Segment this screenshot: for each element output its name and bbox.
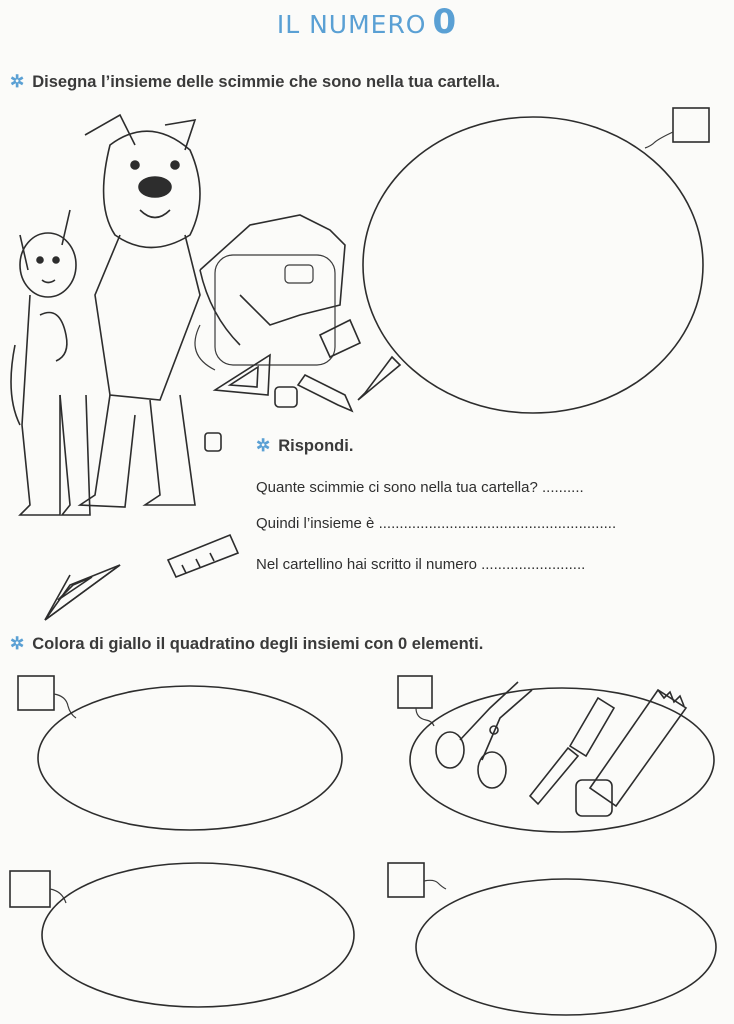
set-tools-top-right[interactable] (390, 668, 720, 838)
label-string (50, 889, 66, 903)
knife-icon (530, 698, 614, 804)
question-3 (256, 556, 585, 573)
set-oval[interactable] (363, 117, 703, 413)
answer-blank[interactable]: ......................... (481, 556, 586, 573)
answer-square[interactable] (673, 108, 709, 142)
question-text: Nel cartellino hai scritto il numero (256, 556, 477, 573)
answer-blank[interactable]: ......................................................... (378, 515, 617, 532)
label-string (645, 132, 673, 148)
answer-blank[interactable]: .......... (541, 479, 584, 496)
bullet-star-icon: ✲ (10, 634, 25, 653)
instruction-draw-set (10, 72, 500, 92)
page-title (0, 2, 734, 42)
color-square[interactable] (388, 863, 424, 897)
set-oval (38, 686, 342, 830)
instruction-draw-text: Disegna l’insieme delle scimmie che sono nella tua cartella. (32, 73, 500, 91)
instruction-color-text: Colora di giallo il quadratino degli insiemi con 0 elementi. (32, 635, 484, 653)
set-oval (42, 863, 354, 1007)
color-square[interactable] (10, 871, 50, 907)
bullet-star-icon: ✲ (256, 436, 271, 455)
label-string (54, 694, 76, 718)
instruction-color-yellow (10, 634, 483, 654)
set-empty-bottom-right[interactable] (380, 855, 725, 1020)
bullet-star-icon: ✲ (10, 72, 25, 91)
title-text: IL NUMERO (276, 10, 427, 39)
draw-set-area[interactable] (355, 100, 725, 420)
question-text: Quindi l’insieme è (256, 515, 375, 532)
set-oval (416, 879, 716, 1015)
question-text: Quante scimmie ci sono nella tua cartella? (256, 479, 538, 496)
ruler-icon (168, 535, 238, 577)
question-2 (256, 515, 616, 532)
pencil-icon (298, 375, 352, 411)
set-empty-top-left[interactable] (10, 668, 355, 838)
set-empty-bottom-left[interactable] (0, 855, 375, 1020)
set-square-icon (215, 355, 270, 395)
illustration-group (0, 95, 380, 625)
set-square-icon (45, 565, 120, 620)
color-square[interactable] (18, 676, 54, 710)
color-square[interactable] (398, 676, 432, 708)
answer-heading (256, 436, 353, 456)
label-string (424, 880, 446, 889)
set-oval (410, 688, 714, 832)
question-1 (256, 479, 584, 496)
title-number: 0 (432, 2, 458, 42)
answer-heading-text: Rispondi. (278, 437, 354, 455)
eraser-icon (320, 320, 360, 357)
cat-icon (11, 210, 90, 515)
